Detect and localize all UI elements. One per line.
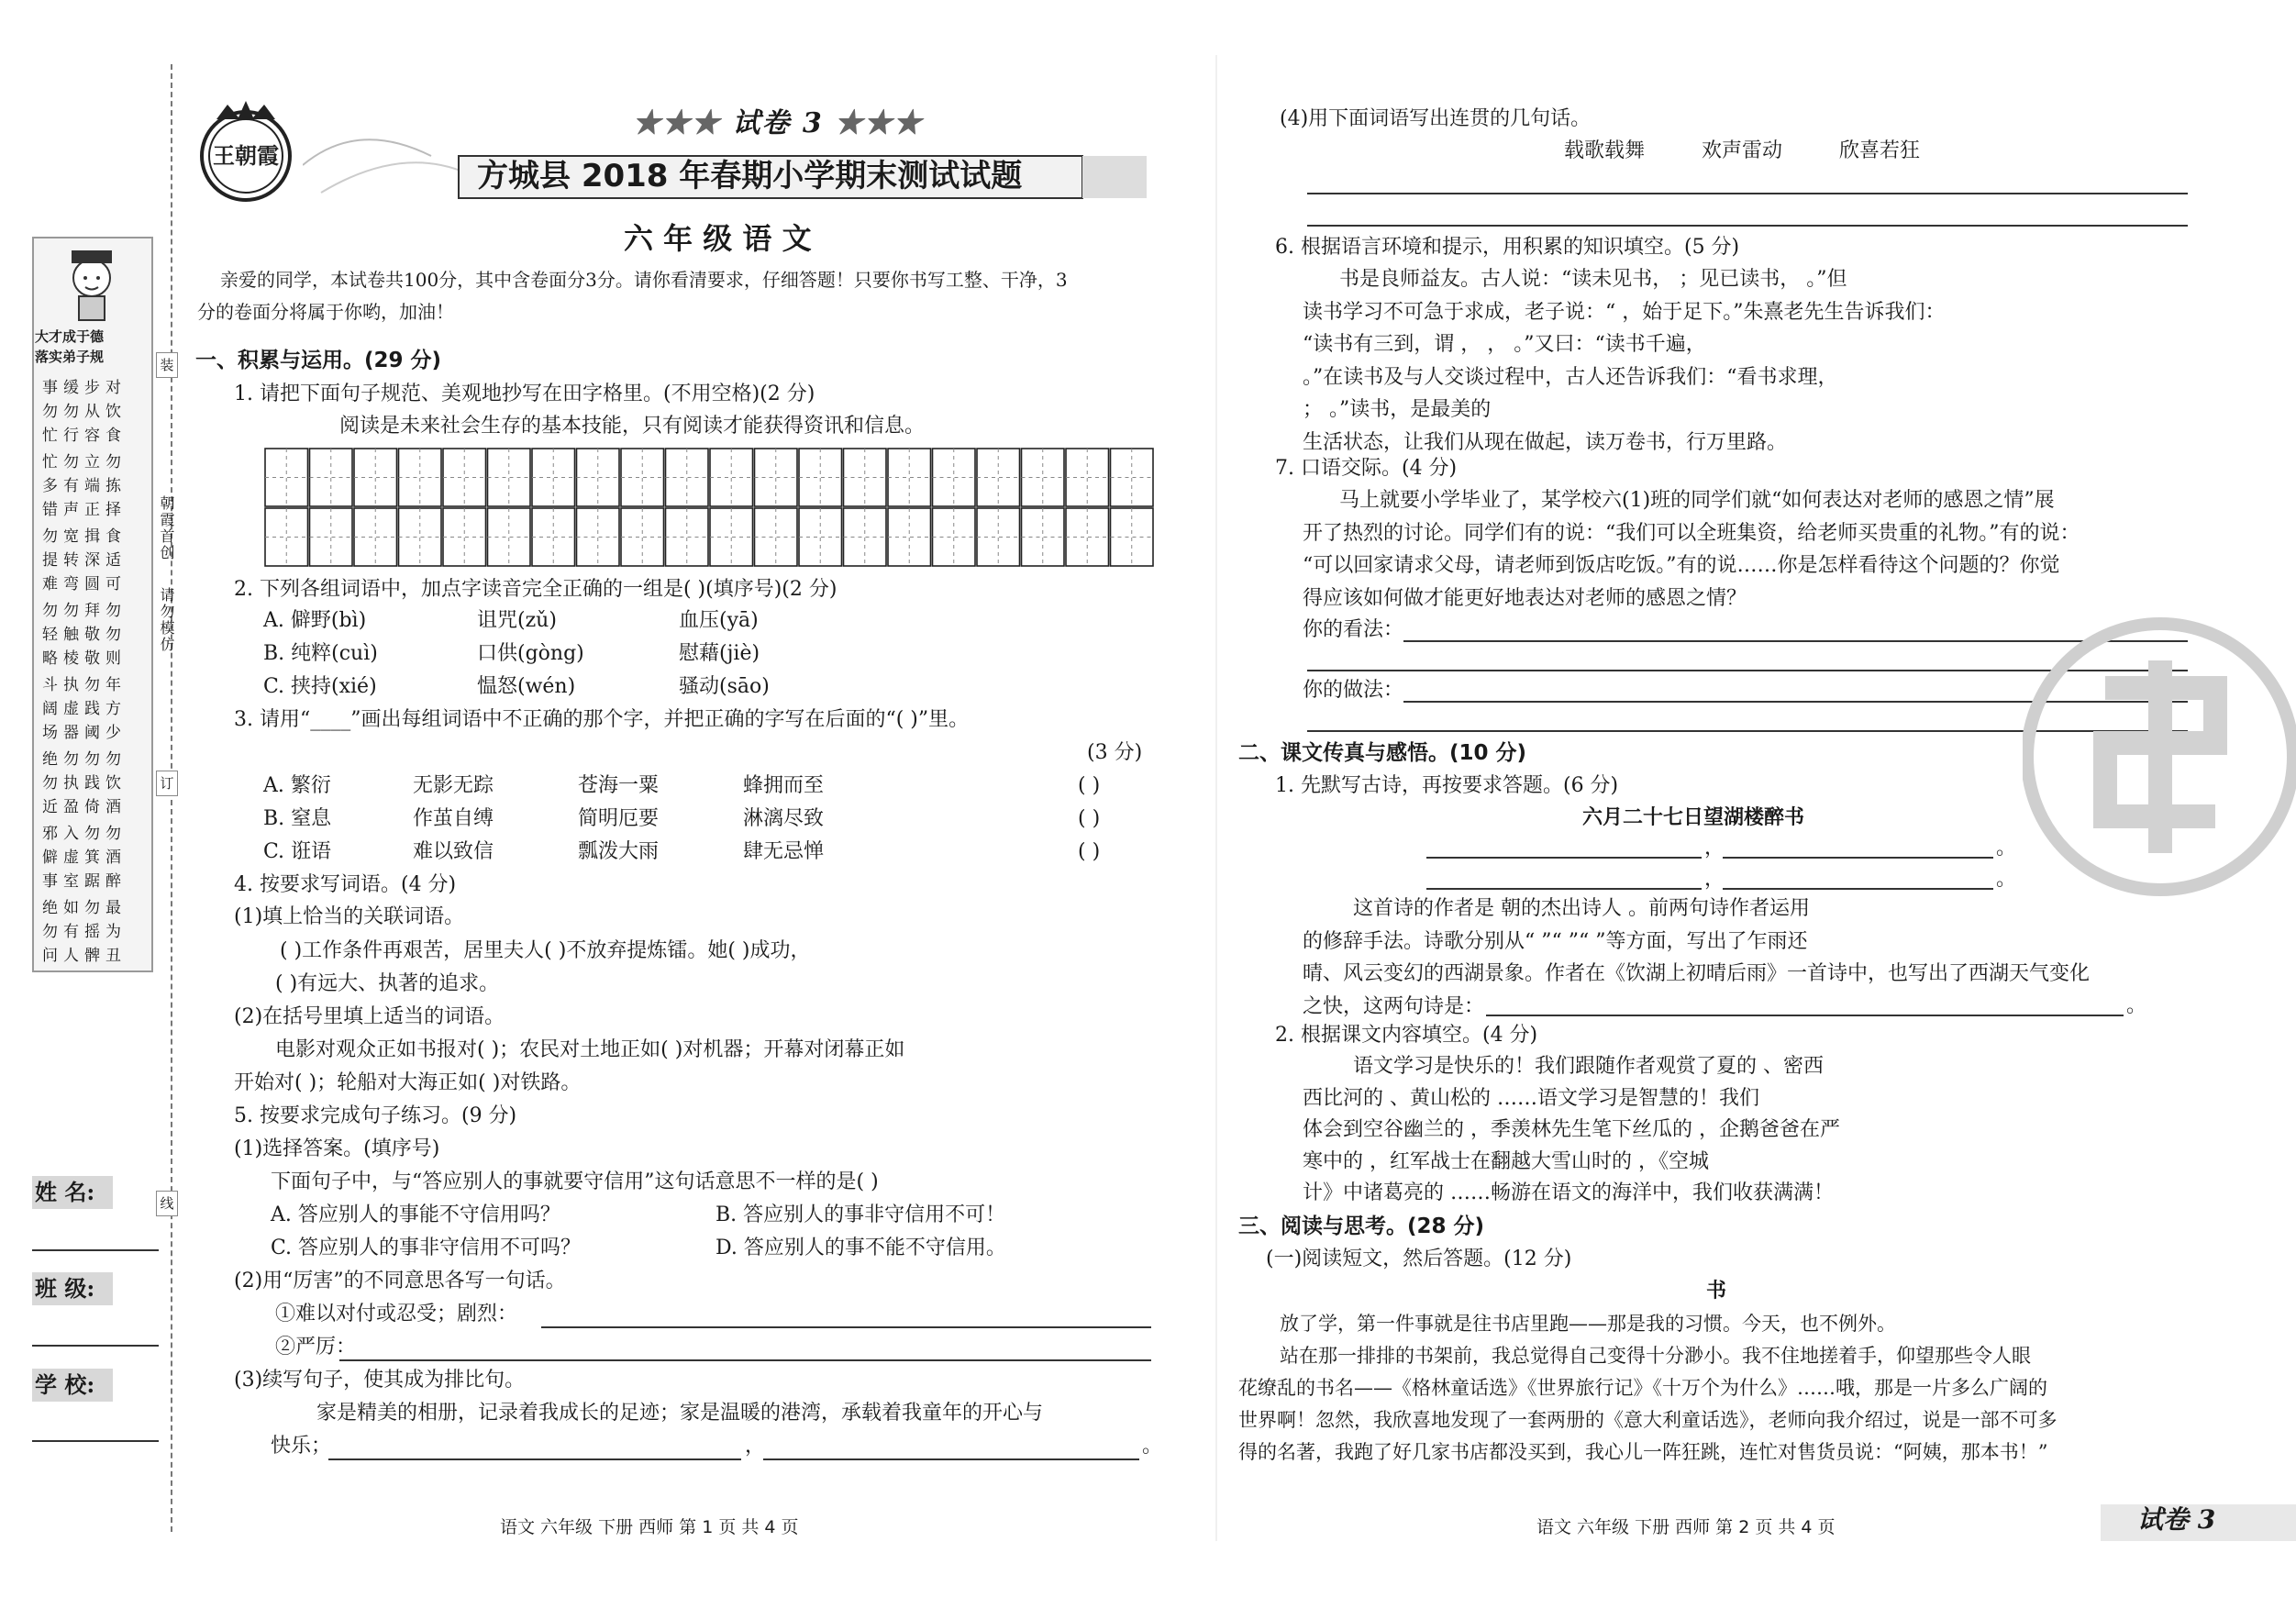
sidebar-rule-line: 多有端拣 bbox=[42, 477, 127, 495]
sidebar-rule-line: 勿宽揖食 bbox=[42, 527, 127, 546]
q5-2-answer-2[interactable] bbox=[339, 1359, 1151, 1361]
section-3-title: 三、阅读与思考。(28 分) bbox=[1238, 1214, 1485, 1238]
q5-1-question: 下面句子中，与“答应别人的事就要守信用”这句话意思不一样的是( ) bbox=[271, 1170, 879, 1193]
q3-word: 无影无踪 bbox=[413, 774, 494, 797]
q5-option-d[interactable]: D. 答应别人的事不能不守信用。 bbox=[715, 1237, 1006, 1259]
q3-word: C. 诳语 bbox=[263, 840, 332, 863]
sidebar-rule-line: 事缓步对 bbox=[42, 379, 127, 397]
s2-q2-line[interactable]: 语文学习是快乐的！我们跟随作者观赏了夏的 、密西 bbox=[1353, 1055, 1824, 1078]
sidebar-rule-line: 难弯圆可 bbox=[42, 575, 127, 593]
q5-3-answer-1[interactable] bbox=[328, 1458, 741, 1460]
passage-line: 世界啊！忽然，我欣喜地发现了一套两册的《意大利童话选》，老师向我介绍过，说是一部不可多 bbox=[1238, 1409, 2058, 1431]
section-1-title: 一、积累与运用。(29 分) bbox=[195, 349, 442, 372]
q7-view-label: 你的看法： bbox=[1303, 618, 1404, 641]
sidebar-rule-line: 错声正择 bbox=[42, 501, 127, 519]
poem-line-2a[interactable] bbox=[1426, 888, 1702, 890]
sidebar-rule-line: 提转深适 bbox=[42, 551, 127, 570]
q6-line[interactable]: 。”在读书及与人交谈过程中，古人还告诉我们：“看书求理， bbox=[1303, 365, 1838, 389]
q1-sentence: 阅读是未来社会生存的基本技能，只有阅读才能获得资讯和信息。 bbox=[339, 415, 926, 438]
class-field[interactable] bbox=[32, 1345, 159, 1347]
name-label: 姓 名: bbox=[35, 1179, 95, 1205]
q5-2-answer-1[interactable] bbox=[541, 1326, 1151, 1328]
q2-row-b-1: B. 纯粹(cuì) bbox=[263, 642, 378, 665]
q3-prompt: 3. 请用“____”画出每组词语中不正确的那个字，并把正确的字写在后面的“( )”里。 bbox=[234, 708, 970, 731]
q4-3-answer-line-1[interactable] bbox=[1307, 193, 2188, 194]
sidebar-rule-line: 绝勿勿勿 bbox=[42, 750, 127, 769]
q5-2-item-2: ②严厉： bbox=[275, 1336, 357, 1359]
q2-prompt: 2. 下列各组词语中，加点字读音完全正确的一组是( )(填序号)(2 分) bbox=[234, 578, 837, 601]
s2-q2-prompt: 2. 根据课文内容填空。(4 分) bbox=[1275, 1024, 1538, 1047]
q5-prompt: 5. 按要求完成句子练习。(9 分) bbox=[234, 1104, 517, 1127]
s2-q2-line[interactable]: 寒中的 ，红军战士在翻越大雪山时的 ，《空城 bbox=[1303, 1149, 1709, 1173]
q4-3-answer-line-2[interactable] bbox=[1307, 225, 2188, 227]
sidebar-rule-line: 忙行容食 bbox=[42, 427, 127, 445]
sidebar-rule-line: 场器阈少 bbox=[42, 724, 127, 742]
q7-line: 开了热烈的讨论。同学们有的说：“我们可以全班集资，给老师买贵重的礼物。”有的说： bbox=[1303, 521, 2080, 545]
school-field[interactable] bbox=[32, 1440, 159, 1442]
poem-mark-4: 。 bbox=[1996, 868, 2017, 891]
q7-line: “可以回家请求父母，请老师到饭店吃饭。”有的说……你是怎样看待这个问题的？你觉 bbox=[1303, 554, 2060, 577]
passage-line: 花缭乱的书名——《格林童话选》《世界旅行记》《十万个为什么》……哦，那是一片多么广阔的 bbox=[1238, 1377, 2047, 1399]
q4-2-prompt: (2)在括号里填上适当的词语。 bbox=[234, 1005, 505, 1028]
s2-q1-poem-answer[interactable] bbox=[1486, 1015, 2124, 1016]
q3-word: B. 窒息 bbox=[263, 807, 332, 830]
sidebar-rule-line: 轻触敬勿 bbox=[42, 626, 127, 644]
q5-option-a[interactable]: A. 答应别人的事能不守信用吗？ bbox=[271, 1203, 560, 1226]
q6-line[interactable]: 书是良师益友。古人说：“读未见书， ；见已读书， 。”但 bbox=[1339, 268, 1847, 291]
section-2-title: 二、课文传真与感悟。(10 分) bbox=[1238, 741, 1527, 765]
q5-3-line-b: 快乐； bbox=[271, 1435, 332, 1458]
left-footer: 语文 六年级 下册 西师 第 1 页 共 4 页 bbox=[500, 1517, 799, 1537]
name-field[interactable] bbox=[32, 1249, 159, 1251]
intro-line-2: 分的卷面分将属于你哟，加油！ bbox=[197, 301, 454, 323]
poem-line-1a[interactable] bbox=[1426, 857, 1702, 859]
q3-word: 作茧自缚 bbox=[413, 807, 494, 830]
q4-2-line-a[interactable]: 电影对观众正如书报对( )；农民对土地正如( )对机器；开幕对闭幕正如 bbox=[275, 1038, 905, 1061]
q6-prompt: 6. 根据语言环境和提示，用积累的知识填空。(5 分) bbox=[1275, 236, 1740, 259]
q2-row-b-3: 慰藉(jiè) bbox=[679, 642, 760, 665]
exam-title: 方城县 2018 年春期小学期末测试试题 bbox=[477, 158, 1023, 194]
s2-q2-line[interactable]: 计》中诸葛亮的 ……畅游在语文的海洋中，我们收获满满！ bbox=[1303, 1181, 1834, 1204]
s2-q1-line[interactable]: 晴、风云变幻的西湖景象。作者在《饮湖上初晴后雨》一首诗中，也写出了西湖天气变化 bbox=[1303, 962, 2091, 985]
q5-3-line-a: 家是精美的相册，记录着我成长的足迹；家是温暖的港湾，承载着我童年的开心与 bbox=[316, 1402, 1044, 1425]
intro-line-1: 亲爱的同学，本试卷共100分，其中含卷面分3分。请你看清要求，仔细答题！只要你书写工整、干净，3 bbox=[220, 269, 1068, 291]
logo-text: 王朝霞 bbox=[213, 142, 279, 169]
q6-line[interactable]: 生活状态，让我们从现在做起，读万卷书，行万里路。 bbox=[1303, 430, 1788, 454]
q3-answer-paren[interactable]: ( ) bbox=[1078, 774, 1101, 797]
sidebar-rule-line: 忙勿立勿 bbox=[42, 453, 127, 471]
publisher-logo bbox=[191, 99, 301, 209]
seal-box-3: 线 bbox=[156, 1191, 178, 1216]
q5-1-prompt: (1)选择答案。(填序号) bbox=[234, 1137, 440, 1160]
q7-line: 马上就要小学毕业了，某学校六(1)班的同学们就“如何表达对老师的感恩之情”展 bbox=[1339, 489, 2055, 512]
q3-word: 肆无忌惮 bbox=[743, 840, 825, 863]
seal-box-1: 装 bbox=[156, 352, 178, 378]
sidebar-rule-line: 勿勿从饮 bbox=[42, 403, 127, 421]
q4-prompt: 4. 按要求写词语。(4 分) bbox=[234, 873, 457, 896]
q2-row-a-2: 诅咒(zǔ) bbox=[477, 609, 557, 632]
sidebar-rule-line: 近盈倚酒 bbox=[42, 798, 127, 816]
q5-2-item-1: ①难以对付或忍受；剧烈： bbox=[275, 1303, 518, 1325]
q5-option-c[interactable]: C. 答应别人的事非守信用不可吗？ bbox=[271, 1237, 582, 1259]
q3-word: 淋漓尽致 bbox=[743, 807, 825, 830]
s2-q1-prompt: 1. 先默写古诗，再按要求答题。(6 分) bbox=[1275, 774, 1619, 797]
school-label: 学 校: bbox=[35, 1371, 95, 1398]
q2-row-a-3: 血压(yā) bbox=[679, 609, 759, 632]
q2-row-c-3: 骚动(sāo) bbox=[679, 675, 770, 698]
q2-row-b-2: 口供(gòng) bbox=[477, 642, 584, 665]
poem-mark-1: ， bbox=[1704, 837, 1725, 859]
sidebar-rule-line: 邪入勿勿 bbox=[42, 825, 127, 843]
scholar-illustration bbox=[46, 243, 138, 326]
sidebar-rule-line: 僻虚箕酒 bbox=[42, 848, 127, 867]
sidebar-rule-line: 勿有摇为 bbox=[42, 923, 127, 941]
q3-score: (3 分) bbox=[1087, 741, 1143, 764]
sidebar-rule-line: 勿勿拜勿 bbox=[42, 602, 127, 620]
q4-3-word-3: 欣喜若狂 bbox=[1839, 139, 1921, 162]
passage-line: 得的名著，我跑了好几家书店都没买到，我心儿一阵狂跳，连忙对售货员说：“阿姨，那本书！” bbox=[1238, 1441, 2048, 1463]
s3-sub-prompt: (一)阅读短文，然后答题。(12 分) bbox=[1266, 1248, 1572, 1270]
q6-line[interactable]: ； 。”读书，是最美的 bbox=[1303, 398, 1492, 421]
sidebar-rule-line: 斗执勿年 bbox=[42, 676, 127, 694]
sidebar-rule-line: 勿执践饮 bbox=[42, 774, 127, 793]
q3-word: 难以致信 bbox=[413, 840, 494, 863]
q4-2-line-b[interactable]: 开始对( )；轮船对大海正如( )对铁路。 bbox=[234, 1071, 582, 1094]
subject-title: 六 年 级 语 文 bbox=[624, 221, 812, 256]
right-footer: 语文 六年级 下册 西师 第 2 页 共 4 页 bbox=[1536, 1517, 1836, 1537]
tianzige-grid[interactable] bbox=[264, 448, 1154, 567]
q4-1-line-b[interactable]: ( )有远大、执著的追求。 bbox=[275, 972, 500, 995]
sidebar-note-1: 朝霞首创 bbox=[158, 495, 175, 561]
sidebar-rule-line: 问人髀丑 bbox=[42, 947, 127, 965]
s2-q1-line[interactable]: 之快，这两句诗是： bbox=[1303, 994, 1485, 1018]
q5-option-b[interactable]: B. 答应别人的事非守信用不可！ bbox=[715, 1203, 1006, 1226]
q4-3-prompt: (4)用下面词语写出连贯的几句话。 bbox=[1280, 107, 1592, 130]
sidebar-motto-top: 大才成于德 bbox=[35, 328, 105, 345]
sidebar-motto-mid: 落实弟子规 bbox=[35, 349, 105, 365]
binding-line bbox=[171, 64, 172, 1532]
s2-q1-line[interactable]: 这首诗的作者是 朝的杰出诗人 。前两句诗作者运用 bbox=[1353, 897, 1810, 920]
q6-line[interactable]: 读书学习不可急于求成，老子说：“ ，始于足下。”朱熹老先生告诉我们： bbox=[1303, 300, 1946, 324]
q3-word: 瓢泼大雨 bbox=[578, 840, 660, 863]
q4-1-line-a[interactable]: ( )工作条件再艰苦，居里夫人( )不放弃提炼镭。她( )成功， bbox=[280, 939, 811, 962]
q3-word: 蜂拥而至 bbox=[743, 774, 825, 797]
sidebar-note-2: 请勿模仿 bbox=[158, 587, 175, 653]
passage-line: 站在那一排排的书架前，我总觉得自己变得十分渺小。我不住地搓着手，仰望那些令人眼 bbox=[1280, 1345, 2031, 1367]
s2-q2-line[interactable]: 体会到空谷幽兰的 ，季羡林先生笔下丝瓜的 ，企鹅爸爸在严 bbox=[1303, 1118, 1840, 1141]
q2-row-c-1: C. 挟持(xié) bbox=[263, 675, 377, 698]
q2-row-c-2: 愠怒(wén) bbox=[477, 675, 576, 698]
q5-3-answer-2[interactable] bbox=[763, 1458, 1139, 1460]
poem-line-1b[interactable] bbox=[1723, 857, 1993, 859]
q5-3-prompt: (3)续写句子，使其成为排比句。 bbox=[234, 1369, 526, 1392]
q4-3-word-1: 载歌载舞 bbox=[1564, 139, 1646, 162]
poem-mark-3: ， bbox=[1704, 868, 1725, 891]
poem-mark-2: 。 bbox=[1996, 837, 2017, 859]
q3-word: 简明厄要 bbox=[578, 807, 660, 830]
q7-prompt: 7. 口语交际。(4 分) bbox=[1275, 457, 1458, 480]
paper-label: ★★★ 试卷 3 ★★★ bbox=[633, 107, 924, 139]
q1-prompt: 1. 请把下面句子规范、美观地抄写在田字格里。(不用空格)(2 分) bbox=[234, 383, 815, 405]
passage-title: 书 bbox=[1706, 1280, 1727, 1303]
poem-title: 六月二十七日望湖楼醉书 bbox=[1582, 806, 1805, 829]
s2-q2-line[interactable]: 西比河的 、黄山松的 ……语文学习是智慧的！我们 bbox=[1303, 1086, 1759, 1110]
sidebar-rule-line: 略棱敬则 bbox=[42, 649, 127, 668]
poem-line-2b[interactable] bbox=[1723, 888, 1993, 890]
sidebar-rule-line: 阔虚践方 bbox=[42, 700, 127, 718]
q6-line[interactable]: “读书有三到，谓 ， ， 。”又曰：“读书千遍， bbox=[1303, 333, 1706, 356]
seal-box-2: 订 bbox=[156, 771, 178, 796]
corner-paper-label: 试卷 3 bbox=[2137, 1504, 2216, 1535]
q5-2-prompt: (2)用“厉害”的不同意思各写一句话。 bbox=[234, 1270, 566, 1292]
sidebar-rule-line: 绝如勿最 bbox=[42, 899, 127, 917]
passage-line: 放了学，第一件事就是往书店里跑——那是我的习惯。今天，也不例外。 bbox=[1280, 1313, 1896, 1335]
watermark-seal bbox=[2023, 605, 2296, 908]
s2-q1-line[interactable]: 的修辞手法。诗歌分别从“ ”“ ”“ ”等方面，写出了乍雨还 bbox=[1303, 929, 1808, 953]
q3-word: A. 繁衍 bbox=[263, 774, 331, 797]
q3-answer-paren[interactable]: ( ) bbox=[1078, 840, 1101, 863]
q7-do-label: 你的做法： bbox=[1303, 679, 1404, 702]
sidebar-rule-line: 事室踞醉 bbox=[42, 872, 127, 891]
q3-word: 苍海一粟 bbox=[578, 774, 660, 797]
q3-answer-paren[interactable]: ( ) bbox=[1078, 807, 1101, 830]
q7-line: 得应该如何做才能更好地表达对老师的感恩之情？ bbox=[1303, 586, 1747, 610]
q4-3-word-2: 欢声雷动 bbox=[1702, 139, 1783, 162]
q2-row-a-1: A. 僻野(bì) bbox=[263, 609, 367, 632]
class-label: 班 级: bbox=[35, 1275, 95, 1302]
q4-1-prompt: (1)填上恰当的关联词语。 bbox=[234, 905, 465, 928]
